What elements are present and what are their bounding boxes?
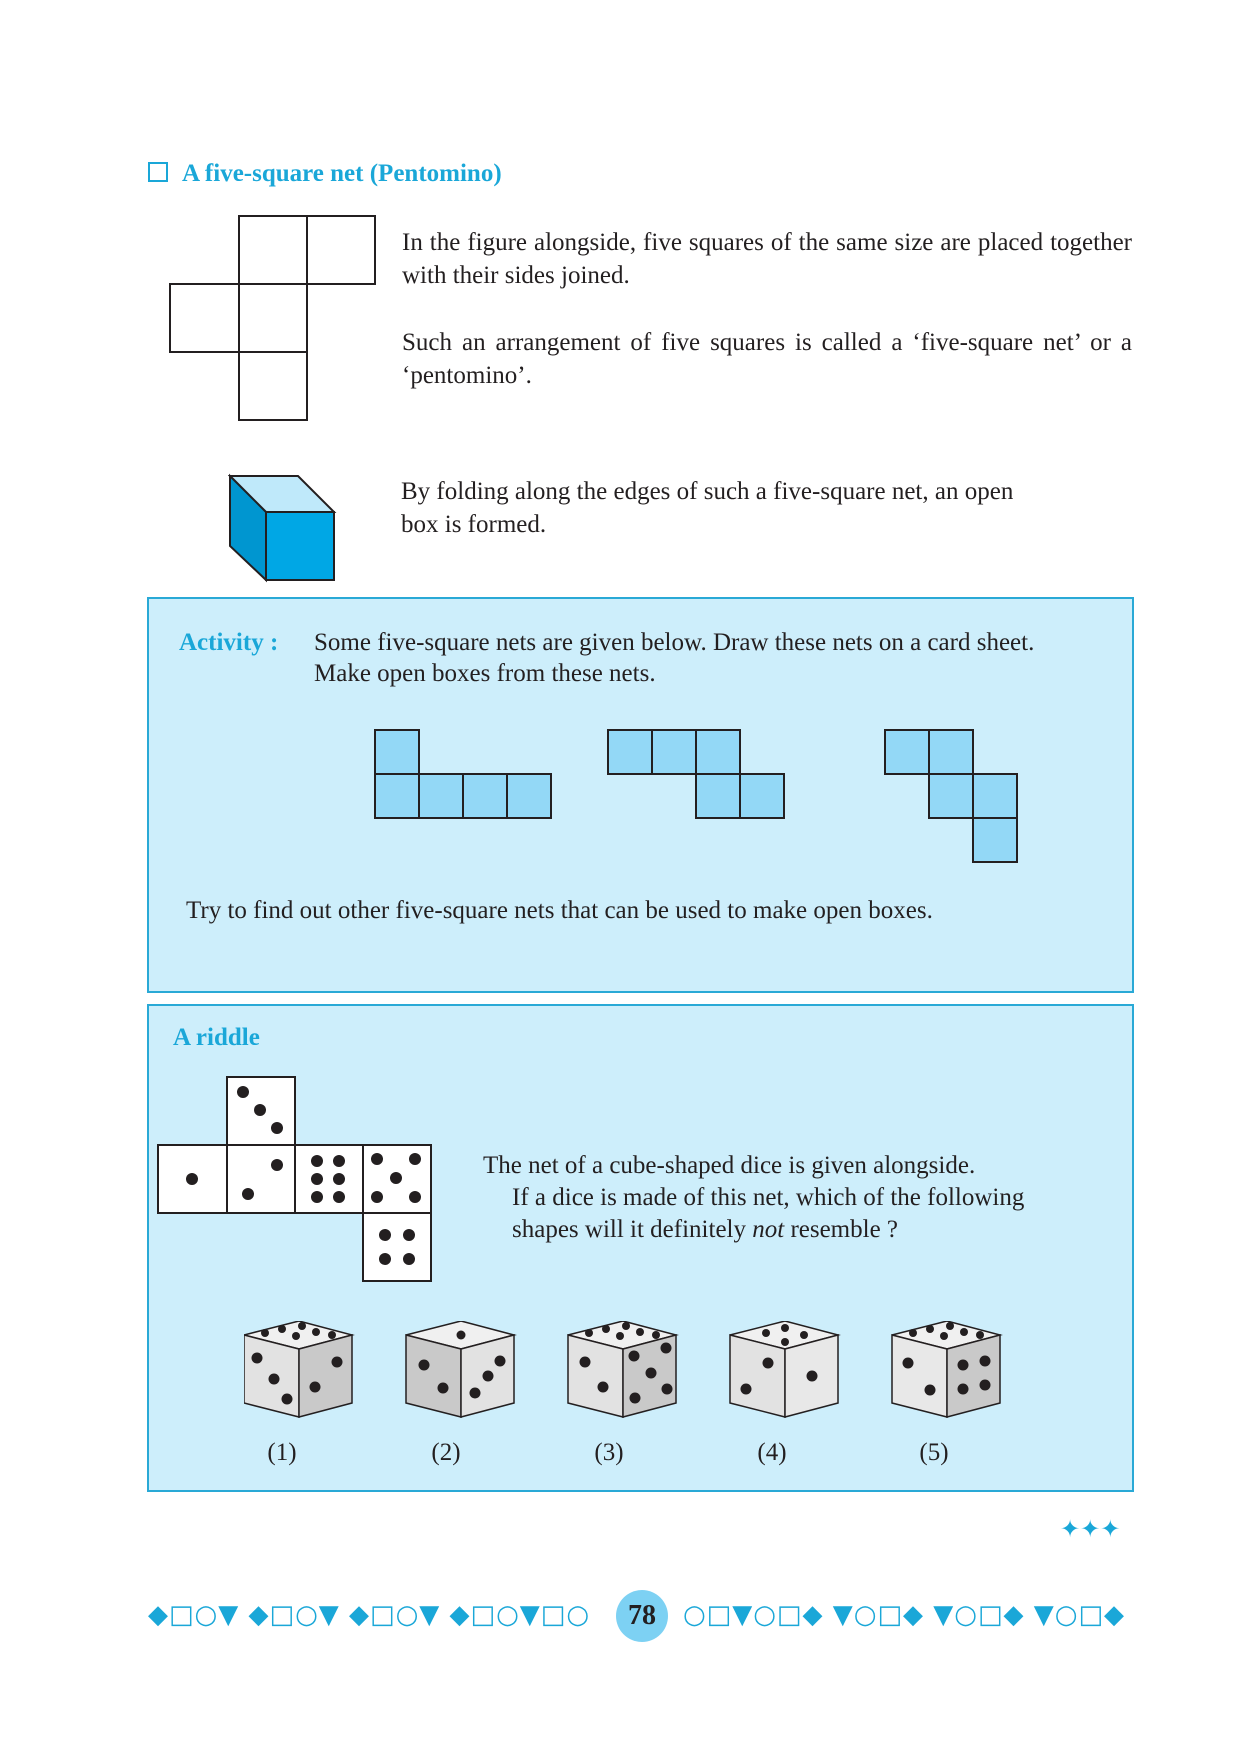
riddle-panel bbox=[147, 1004, 1134, 1492]
option-label-4: (4) bbox=[757, 1439, 787, 1466]
dice-face-two bbox=[226, 1144, 296, 1214]
dice-face-six bbox=[294, 1144, 364, 1214]
dice-face-one bbox=[157, 1144, 228, 1214]
dice-face-five bbox=[362, 1144, 432, 1214]
dice-options bbox=[244, 1321, 1144, 1431]
die-option-2 bbox=[406, 1321, 514, 1417]
activity-line-2: Make open boxes from these nets. bbox=[314, 660, 656, 687]
net-square bbox=[695, 773, 741, 819]
dice-face-four bbox=[362, 1212, 432, 1282]
riddle-line-3: shapes will it definitely not resemble ? bbox=[512, 1216, 899, 1243]
net-square bbox=[972, 773, 1018, 819]
riddle-line-1: The net of a cube-shaped dice is given alongside. bbox=[483, 1152, 976, 1179]
paragraph-1: In the figure alongside, five squares of the same size are placed together with their sides joined. bbox=[402, 229, 1132, 289]
net-square bbox=[374, 729, 420, 775]
net-square bbox=[306, 215, 376, 285]
die-option-1 bbox=[244, 1321, 352, 1417]
net-square bbox=[739, 773, 785, 819]
ornament-stars: ✦✦✦ bbox=[1060, 1515, 1121, 1543]
paragraph-2: Such an arrangement of five squares is called a ‘five-square net’ or a ‘pentomino’. bbox=[402, 329, 1132, 389]
activity-panel bbox=[147, 597, 1134, 993]
riddle-line-2: If a dice is made of this net, which of the following bbox=[512, 1184, 1025, 1211]
net-square bbox=[651, 729, 697, 775]
open-box-cube-icon bbox=[228, 472, 340, 584]
option-label-1: (1) bbox=[267, 1439, 297, 1466]
option-label-2: (2) bbox=[431, 1439, 461, 1466]
net-square bbox=[374, 773, 420, 819]
net-square bbox=[169, 283, 240, 353]
option-label-3: (3) bbox=[594, 1439, 624, 1466]
net-square bbox=[238, 215, 308, 285]
die-option-5 bbox=[892, 1321, 1000, 1417]
net-square bbox=[607, 729, 653, 775]
checkbox-bullet-icon bbox=[148, 162, 168, 182]
page-number: 78 bbox=[616, 1590, 668, 1642]
dice-face-three bbox=[226, 1076, 296, 1146]
page-footer bbox=[148, 1590, 1140, 1640]
net-square bbox=[506, 773, 552, 819]
net-square bbox=[884, 729, 930, 775]
net-square bbox=[972, 817, 1018, 863]
footer-decoration-right: ○□▼○□◆ ▼○□◆ ▼○□◆ ▼○□◆ bbox=[683, 1600, 1126, 1630]
net-square bbox=[695, 729, 741, 775]
net-square bbox=[238, 283, 308, 353]
net-square bbox=[418, 773, 464, 819]
activity-label: Activity : bbox=[179, 629, 279, 656]
activity-footer-text: Try to find out other five-square nets that can be used to make open boxes. bbox=[186, 897, 933, 924]
riddle-title: A riddle bbox=[173, 1024, 260, 1051]
die-option-4 bbox=[730, 1321, 838, 1417]
net-square bbox=[462, 773, 508, 819]
footer-decoration-left: ◆□○▼ ◆□○▼ ◆□○▼ ◆□○▼□○ bbox=[148, 1600, 591, 1630]
section-heading: A five-square net (Pentomino) bbox=[148, 160, 502, 188]
die-option-3 bbox=[568, 1321, 676, 1417]
paragraph-3: By folding along the edges of such a five-square net, an open box is formed. bbox=[401, 478, 1014, 538]
activity-line-1: Some five-square nets are given below. Draw these nets on a card sheet. bbox=[314, 629, 1035, 656]
option-label-5: (5) bbox=[919, 1439, 949, 1466]
emphasis-not: not bbox=[752, 1216, 785, 1243]
net-square bbox=[928, 773, 974, 819]
net-square bbox=[238, 351, 308, 421]
net-square bbox=[928, 729, 974, 775]
